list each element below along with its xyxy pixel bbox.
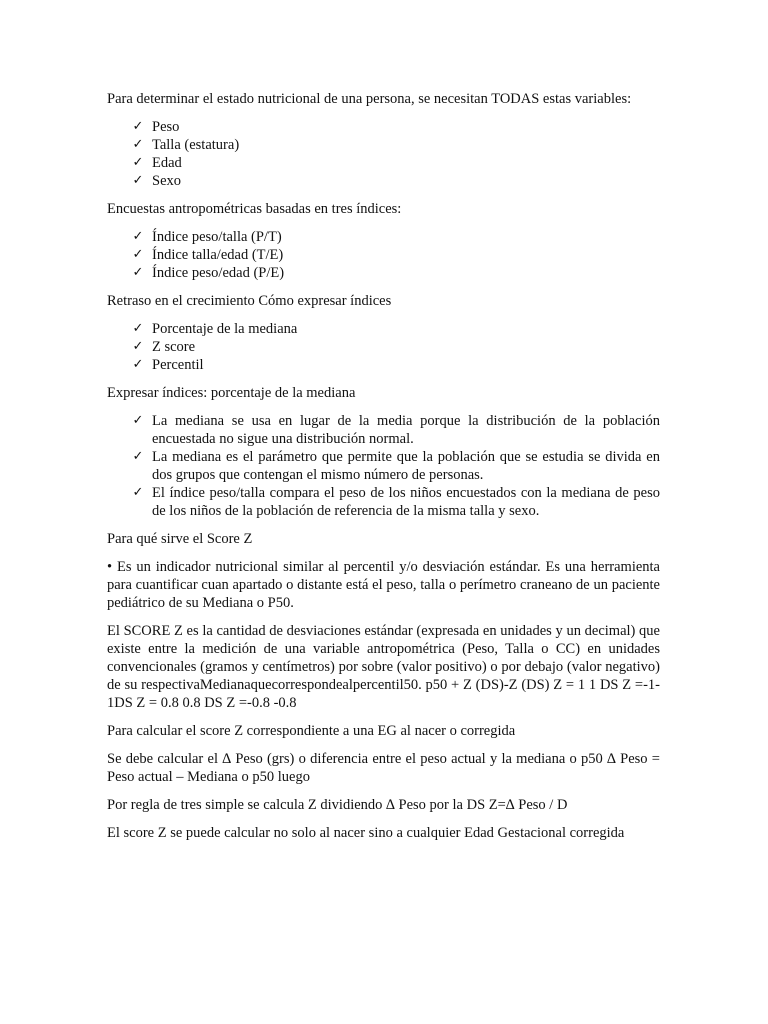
regla-paragraph: Por regla de tres simple se calcula Z dividiendo ∆ Peso por la DS Z=∆ Peso / D <box>107 797 568 813</box>
check-icon: ✓ <box>132 229 144 244</box>
check-icon: ✓ <box>132 137 144 152</box>
list-item: ✓ Sexo <box>132 173 181 189</box>
check-icon: ✓ <box>132 413 144 428</box>
list-item: ✓ Índice peso/edad (P/E) <box>132 265 285 281</box>
indices-list <box>107 228 661 282</box>
list-item: ✓ Índice peso/talla (P/T) <box>132 229 282 245</box>
check-icon: ✓ <box>132 155 144 170</box>
variables-list <box>107 118 661 190</box>
check-icon: ✓ <box>132 339 144 354</box>
retraso-heading: Retraso en el crecimiento Cómo expresar índices <box>107 293 392 309</box>
list-item: ✓ Percentil <box>132 357 204 373</box>
check-icon: ✓ <box>132 357 144 372</box>
final-paragraph: El score Z se puede calcular no solo al nacer sino a cualquier Edad Gestacional corregida <box>107 825 625 841</box>
check-icon: ✓ <box>132 247 144 262</box>
check-icon: ✓ <box>132 321 144 336</box>
list-item: ✓ Z score <box>132 339 196 355</box>
check-icon: ✓ <box>132 265 144 280</box>
intro-paragraph: Para determinar el estado nutricional de una persona, se necesitan TODAS estas variables: <box>107 91 632 107</box>
check-icon: ✓ <box>132 449 144 464</box>
list-item: ✓ Peso <box>132 119 180 135</box>
expresar-list <box>107 320 661 374</box>
mediana-list <box>107 412 660 520</box>
score-bullet-paragraph: • Es un indicador nutricional similar al percentil y/o desviación estándar. Es una herramienta para cuantificar cuan apartado o distante está el peso, talla o perímetro craneano de un paciente pediátrico de su Mediana o P50. <box>107 559 660 611</box>
encuestas-heading: Encuestas antropométricas basadas en tres índices: <box>107 201 402 217</box>
check-icon: ✓ <box>132 485 144 500</box>
list-item: ✓ La mediana se usa en lugar de la media porque la distribución de la población encuestada no sigue una distribución normal. <box>132 413 660 447</box>
check-icon: ✓ <box>132 173 144 188</box>
calc-eg-paragraph: Para calcular el score Z correspondiente a una EG al nacer o corregida <box>107 723 516 739</box>
list-item: ✓ Índice talla/edad (T/E) <box>132 247 284 263</box>
list-item: ✓ Edad <box>132 155 182 171</box>
mediana-heading: Expresar índices: porcentaje de la mediana <box>107 385 356 401</box>
list-item: ✓ La mediana es el parámetro que permite que la población que se estudia se divida en dos grupos que contengan el mismo número de personas. <box>132 449 660 483</box>
list-item: ✓ Talla (estatura) <box>132 137 240 153</box>
list-item: ✓ El índice peso/talla compara el peso de los niños encuestados con la mediana de peso de los niños de la población de referencia de la misma talla y sexo. <box>132 485 660 519</box>
check-icon: ✓ <box>132 119 144 134</box>
score-heading: Para qué sirve el Score Z <box>107 531 253 547</box>
list-item: ✓ Porcentaje de la mediana <box>132 321 298 337</box>
score-definition-paragraph: El SCORE Z es la cantidad de desviaciones estándar (expresada en unidades y un decimal) que existe entre la medición de una variable antropométrica (Peso, Talla o CC) en unidades convencionales (gramos y centímetros) por sobre (valor positivo) o por debajo (valor negativo) de su respectivaMedianaquecorrespondealpercentil50. p50 + Z (DS)-Z (DS) Z = 1 1 DS Z =-1-1DS Z = 0.8 0.8 DS Z =-0.8 -0.8 <box>107 623 660 711</box>
calc-delta-paragraph: Se debe calcular el ∆ Peso (grs) o diferencia entre el peso actual y la mediana o p50 ∆ Peso = Peso actual – Mediana o p50 luego <box>107 751 660 785</box>
